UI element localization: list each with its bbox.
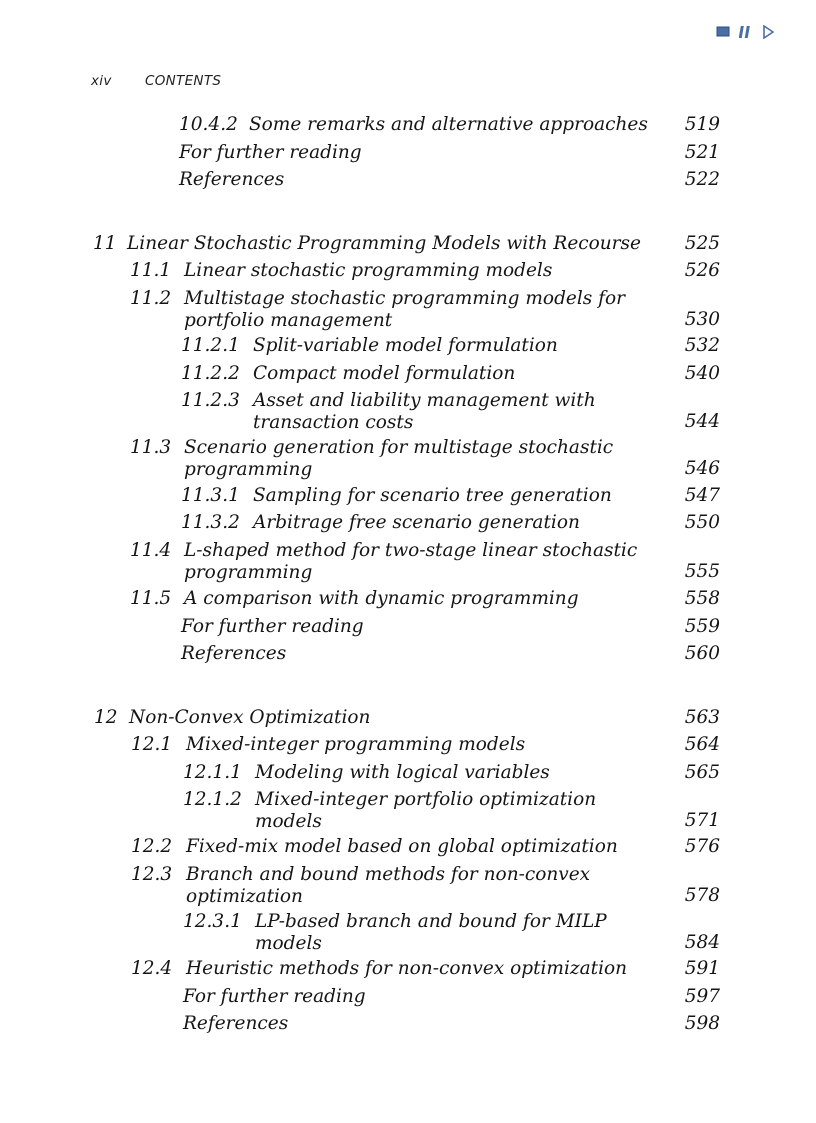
- toc-page-number: 526: [684, 260, 720, 281]
- toc-entry-title: L-shaped method for two-stage linear stochastic: [184, 540, 638, 561]
- toc-entry[interactable]: [130, 437, 613, 481]
- toc-entry[interactable]: [179, 142, 362, 164]
- toc-entry-number: 11: [93, 233, 117, 254]
- toc-entry-number: 12.4: [131, 958, 173, 979]
- toc-entry[interactable]: [181, 335, 558, 357]
- toc-entry-title: Mixed-integer portfolio optimization: [255, 789, 597, 810]
- toc-entry-title-continued: programming: [184, 459, 313, 480]
- toc-entry[interactable]: [93, 233, 641, 255]
- toc-entry-title: References: [179, 169, 285, 190]
- toc-entry-title: For further reading: [181, 616, 364, 637]
- toc-entry-number: 12.3: [131, 864, 173, 885]
- toc-entry[interactable]: [131, 836, 618, 858]
- toc-entry-title: Multistage stochastic programming models for: [184, 288, 625, 309]
- toc-entry[interactable]: [131, 864, 590, 908]
- toc-entry[interactable]: [181, 512, 580, 534]
- toc-entry-number: 11.2.2: [181, 363, 240, 384]
- toc-entry[interactable]: [130, 260, 552, 282]
- toc-entry-number: 12: [94, 707, 118, 728]
- running-head: [91, 73, 221, 89]
- toc-entry[interactable]: [131, 734, 525, 756]
- toc-entry-title: For further reading: [179, 142, 362, 163]
- stop-icon[interactable]: [716, 26, 730, 38]
- toc-page-number: 564: [684, 734, 720, 755]
- toc-page-number: 522: [684, 169, 720, 190]
- toc-entry-title: Compact model formulation: [253, 363, 516, 384]
- toc-entry-title: Branch and bound methods for non-convex: [186, 864, 591, 885]
- toc-entry-number: 12.1.1: [183, 762, 242, 783]
- toc-page-number: 558: [684, 588, 720, 609]
- toc-entry-title: Arbitrage free scenario generation: [253, 512, 580, 533]
- toc-entry[interactable]: [183, 911, 607, 955]
- toc-entry-title: References: [183, 1013, 289, 1034]
- toc-page-number: 565: [684, 762, 720, 783]
- viewer-toolbar: [716, 25, 774, 39]
- toc-entry[interactable]: [183, 762, 550, 784]
- toc-page-number: 519: [684, 114, 720, 135]
- toc-entry[interactable]: [183, 1013, 288, 1035]
- toc-entry[interactable]: [181, 616, 364, 638]
- toc-entry-number: 10.4.2: [179, 114, 238, 135]
- toc-page-number: 544: [684, 411, 720, 432]
- toc-entry-title-continued: models: [255, 811, 322, 832]
- toc-entry-title: Linear Stochastic Programming Models with Recourse: [127, 233, 641, 254]
- toc-page-number: 598: [684, 1013, 720, 1034]
- toc-page-number: 525: [684, 233, 720, 254]
- toc-entry-title: For further reading: [183, 986, 366, 1007]
- toc-page-number: 576: [684, 836, 720, 857]
- toc-entry-number: 11.2.3: [181, 390, 240, 411]
- toc-entry-title-continued: portfolio management: [184, 310, 393, 331]
- toc-page-number: 578: [684, 885, 720, 906]
- toc-entry-number: 11.1: [130, 260, 172, 281]
- toc-entry[interactable]: [130, 588, 579, 610]
- toc-page-number: 532: [684, 335, 720, 356]
- toc-page-number: 540: [684, 363, 720, 384]
- toc-entry[interactable]: [94, 707, 370, 729]
- toc-entry-title: Asset and liability management with: [253, 390, 596, 411]
- toc-page-number: 547: [684, 485, 720, 506]
- toc-entry-number: 11.5: [130, 588, 172, 609]
- toc-entry[interactable]: [181, 390, 596, 434]
- toc-entry-number: 11.3: [130, 437, 172, 458]
- toc-entry[interactable]: [130, 288, 625, 332]
- toc-entry-title: LP-based branch and bound for MILP: [255, 911, 607, 932]
- toc-entry-title: Fixed-mix model based on global optimization: [186, 836, 618, 857]
- toc-entry-number: 12.1.2: [183, 789, 242, 810]
- toc-entry-title: Mixed-integer programming models: [186, 734, 526, 755]
- toc-entry[interactable]: [130, 540, 637, 584]
- toc-entry-title-continued: programming: [184, 562, 313, 583]
- toc-entry-title: Sampling for scenario tree generation: [253, 485, 612, 506]
- toc-entry-title: Heuristic methods for non-convex optimization: [186, 958, 628, 979]
- play-icon[interactable]: [762, 25, 774, 39]
- toc-entry-number: 12.3.1: [183, 911, 242, 932]
- toc-entry[interactable]: [179, 114, 648, 136]
- toc-entry[interactable]: [179, 169, 284, 191]
- pause-icon[interactable]: [739, 25, 753, 39]
- toc-entry-number: 11.2: [130, 288, 172, 309]
- toc-entry[interactable]: [181, 363, 515, 385]
- toc-entry-number: 12.1: [131, 734, 173, 755]
- toc-page-number: 591: [684, 958, 720, 979]
- toc-entry-title-continued: optimization: [186, 886, 303, 907]
- toc-page-number: 530: [684, 309, 720, 330]
- toc-entry-number: 11.2.1: [181, 335, 240, 356]
- toc-page-number: 555: [684, 561, 720, 582]
- toc-page-number: 559: [684, 616, 720, 637]
- toc-entry-title: Scenario generation for multistage stochastic: [184, 437, 614, 458]
- toc-page-number: 521: [684, 142, 720, 163]
- toc-page-number: 550: [684, 512, 720, 533]
- page-number: xiv: [91, 73, 112, 89]
- toc-entry-title-continued: transaction costs: [253, 412, 414, 433]
- toc-entry[interactable]: [181, 643, 286, 665]
- toc-entry-number: 11.3.1: [181, 485, 240, 506]
- toc-entry[interactable]: [183, 789, 596, 833]
- toc-entry-title: Linear stochastic programming models: [184, 260, 553, 281]
- toc-entry[interactable]: [183, 986, 366, 1008]
- toc-entry-title: Non-Convex Optimization: [129, 707, 371, 728]
- toc-entry[interactable]: [131, 958, 627, 980]
- toc-entry-title: Split-variable model formulation: [253, 335, 558, 356]
- toc-entry[interactable]: [181, 485, 612, 507]
- toc-entry-number: 12.2: [131, 836, 173, 857]
- toc-entry-title-continued: models: [255, 933, 322, 954]
- toc-page-number: 563: [684, 707, 720, 728]
- toc-entry-number: 11.3.2: [181, 512, 240, 533]
- toc-entry-number: 11.4: [130, 540, 172, 561]
- toc-page-number: 597: [684, 986, 720, 1007]
- toc-page-number: 584: [684, 932, 720, 953]
- section-title: CONTENTS: [145, 73, 222, 89]
- toc-page-number: 546: [684, 458, 720, 479]
- toc-entry-title: A comparison with dynamic programming: [184, 588, 579, 609]
- toc-entry-title: Some remarks and alternative approaches: [249, 114, 648, 135]
- toc-entry-title: Modeling with logical variables: [255, 762, 550, 783]
- toc-entry-title: References: [181, 643, 287, 664]
- toc-page-number: 571: [684, 810, 720, 831]
- toc-page-number: 560: [684, 643, 720, 664]
